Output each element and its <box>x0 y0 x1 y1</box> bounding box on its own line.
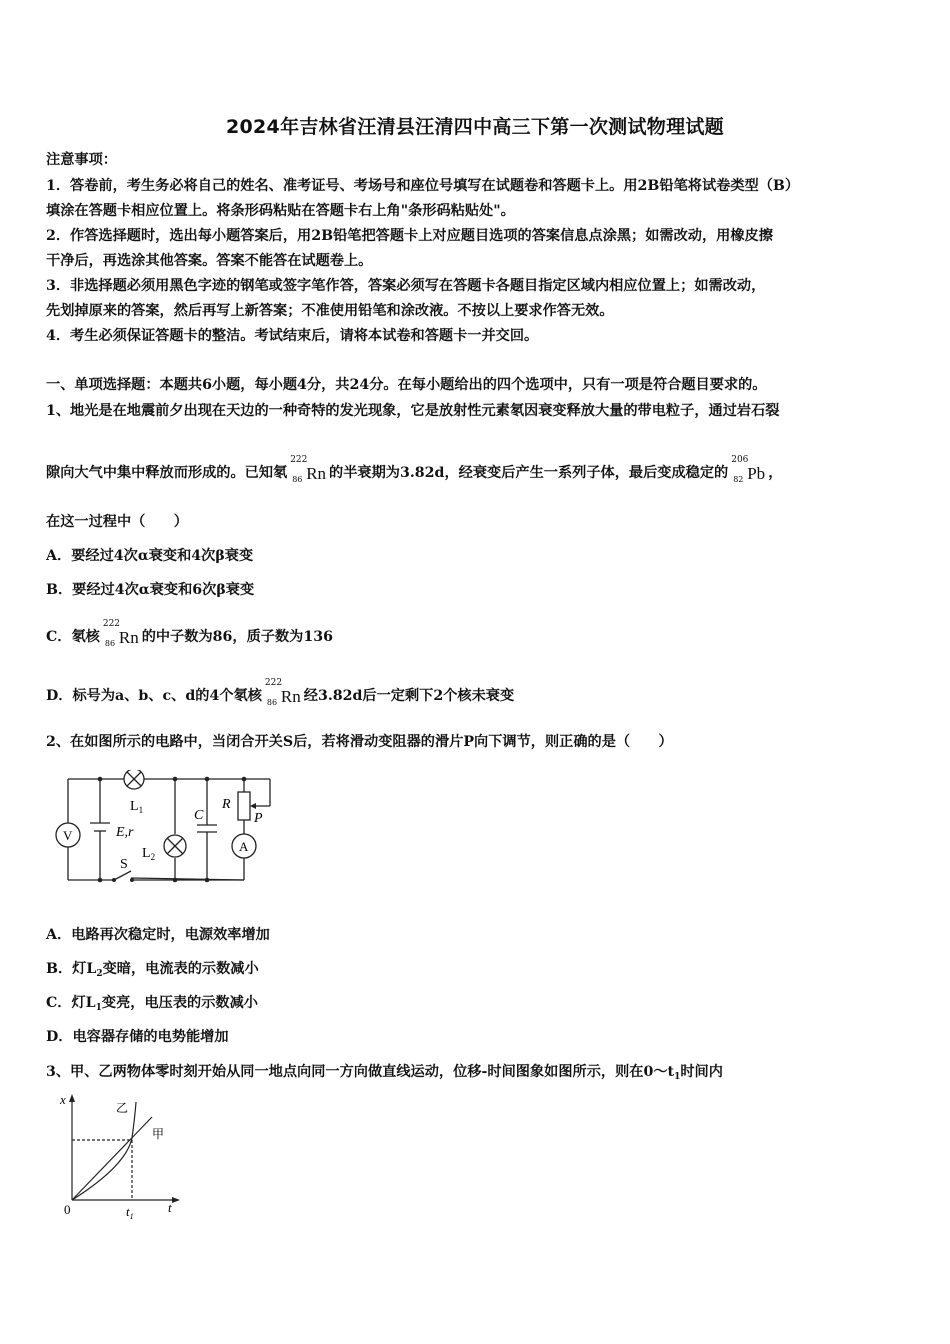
q2-option-c-subscript: 1 <box>95 1003 102 1013</box>
l1-subscript: 1 <box>138 805 144 815</box>
q1-stem-part1: 隙向大气中集中释放而形成的。已知氡 <box>46 465 288 481</box>
notice-item-3a: 3．非选择题必须用黑色字迹的钢笔或签字笔作答，答案必须写在答题卡各题目指定区域内相应位置上；如需改动， <box>46 278 766 294</box>
l2-label <box>142 846 155 862</box>
q1-option-d-part1: D．标号为a、b、c、d的4个氡核 <box>46 688 262 704</box>
q2-option-b-part1: B．灯L <box>46 961 97 977</box>
q2-option-c-part2: 变亮，电压表的示数减小 <box>101 995 258 1011</box>
t-axis-label: t <box>168 1200 172 1215</box>
radon-z-d: 86 <box>266 698 278 707</box>
radon-symbol-c: Rn <box>118 628 139 647</box>
notice-item-1b: 填涂在答题卡相应位置上。将条形码粘贴在答题卡右上角"条形码粘贴处"。 <box>46 203 515 219</box>
jia-line <box>72 1117 152 1200</box>
yi-curve <box>72 1102 136 1200</box>
jia-label: 甲 <box>152 1127 165 1141</box>
radon-z: 86 <box>292 475 303 484</box>
slider-label: P <box>254 811 263 826</box>
radon-nuclide-d <box>264 678 301 708</box>
q2-option-c-part1: C．灯L <box>46 995 96 1011</box>
notice-heading: 注意事项： <box>46 152 117 168</box>
l2-letter: L <box>142 846 151 861</box>
radon-nuclide <box>290 455 327 485</box>
position-time-graph <box>54 1090 184 1220</box>
radon-symbol: Rn <box>306 464 327 483</box>
notice-item-3b: 先划掉原来的答案，然后再写上新答案；不准使用铅笔和涂改液。不按以上要求作答无效。 <box>46 303 614 319</box>
q2-option-d: D．电容器存储的电势能增加 <box>46 1029 229 1045</box>
radon-mass: 222 <box>290 455 308 465</box>
notice-item-2a: 2．作答选择题时，选出每小题答案后，用2B铅笔把答题卡上对应题目选项的答案信息点涂黑；如需改动，用橡皮擦 <box>46 228 773 244</box>
q1-stem-line2 <box>46 455 916 485</box>
q2-option-a: A．电路再次稳定时，电源效率增加 <box>46 927 270 943</box>
q3-stem-part1: 3、甲、乙两物体零时刻开始从同一地点向同一方向做直线运动，位移-时间图象如图所示，则在0～t <box>46 1064 675 1080</box>
radon-mass-c: 222 <box>102 619 121 629</box>
radon-nuclide-c <box>102 619 139 649</box>
q1-option-a: A．要经过4次α衰变和4次β衰变 <box>46 548 254 564</box>
l2-subscript: 2 <box>150 852 156 862</box>
l1-label <box>130 799 143 815</box>
switch-label: S <box>120 857 128 872</box>
q1-stem-line3: 在这一过程中（ ） <box>46 514 188 530</box>
q1-stem-part3: ， <box>768 465 783 481</box>
ammeter-label: A <box>239 839 249 854</box>
q1-option-c-part1: C．氡核 <box>46 629 100 645</box>
t1-subscript: 1 <box>129 1212 134 1220</box>
t1-label <box>126 1204 134 1220</box>
lead-symbol: Pb <box>747 464 766 483</box>
notice-item-2b: 干净后，再选涂其他答案。答案不能答在试题卷上。 <box>46 253 373 269</box>
lead-mass: 206 <box>731 455 749 465</box>
lead-z: 82 <box>733 475 744 484</box>
resistor-label: R <box>222 797 231 812</box>
circuit-diagram <box>44 770 276 890</box>
x-axis-label: x <box>60 1092 66 1107</box>
q1-option-d <box>46 678 916 708</box>
q1-stem-line1: 1、地光是在地震前夕出现在天边的一种奇特的发光现象，它是放射性元素氡因衰变释放大量的带电粒子，通过岩石裂 <box>46 403 780 419</box>
q2-option-b-subscript: 2 <box>96 969 103 979</box>
voltmeter-label: V <box>63 828 73 843</box>
q1-option-d-part2: 经3.82d后一定剩下2个核未衰变 <box>303 688 515 704</box>
q2-stem: 2、在如图所示的电路中，当闭合开关S后，若将滑动变阻器的滑片P向下调节，则正确的是（ ） <box>46 734 673 750</box>
lead-nuclide <box>731 455 766 485</box>
q3-stem-part2: 时间内 <box>680 1064 723 1080</box>
page-title: 2024年吉林省汪清县汪清四中高三下第一次测试物理试题 <box>226 116 724 138</box>
q2-option-b <box>46 959 916 984</box>
q3-stem-subscript: 1 <box>674 1072 681 1082</box>
section-heading: 一、单项选择题：本题共6小题，每小题4分，共24分。在每小题给出的四个选项中，只有一项是符合题目要求的。 <box>46 377 767 393</box>
l1-letter: L <box>130 799 139 814</box>
radon-symbol-d: Rn <box>280 687 301 706</box>
q2-option-b-part2: 变暗，电流表的示数减小 <box>102 961 259 977</box>
t1-letter: t <box>126 1204 130 1219</box>
radon-mass-d: 222 <box>264 678 283 688</box>
capacitor-label: C <box>194 808 204 823</box>
q1-stem-part2: 的半衰期为3.82d，经衰变后产生一系列子体，最后变成稳定的 <box>329 465 729 481</box>
q1-option-c-part2: 的中子数为86，质子数为136 <box>141 629 333 645</box>
origin-label: 0 <box>64 1202 71 1217</box>
notice-item-1a: 1．答卷前，考生务必将自己的姓名、准考证号、考场号和座位号填写在试题卷和答题卡上。用2B铅笔将试卷类型（B） <box>46 178 800 194</box>
yi-label: 乙 <box>116 1101 129 1115</box>
q2-option-c <box>46 993 916 1018</box>
q1-option-b: B．要经过4次α衰变和6次β衰变 <box>46 582 255 598</box>
notice-item-4: 4．考生必须保证答题卡的整洁。考试结束后，请将本试卷和答题卡一并交回。 <box>46 328 539 344</box>
q1-option-c <box>46 619 916 649</box>
emf-label: E,r <box>116 825 134 840</box>
radon-z-c: 86 <box>104 639 116 648</box>
q3-stem <box>46 1062 916 1087</box>
